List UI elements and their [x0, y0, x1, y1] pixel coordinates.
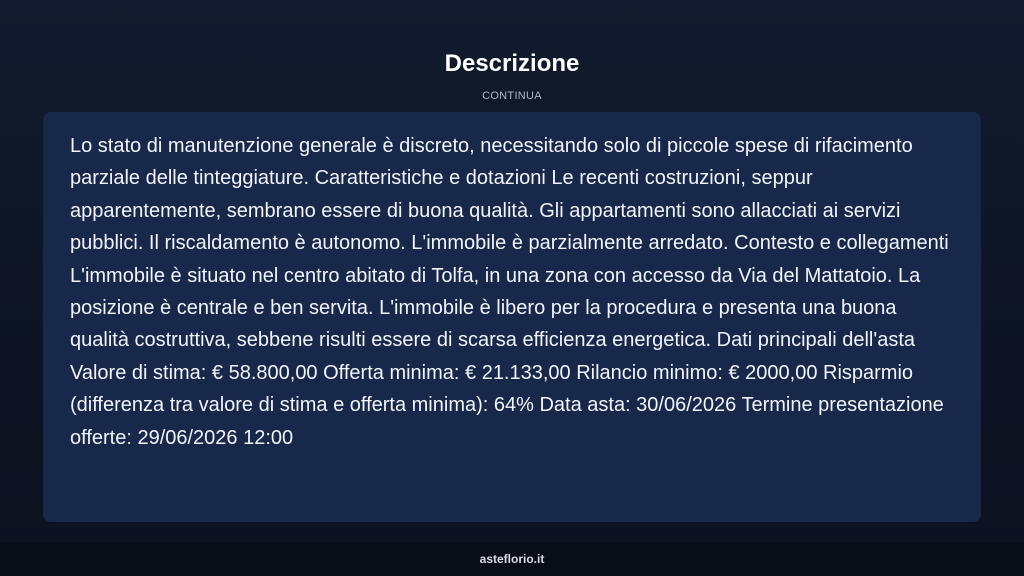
description-card: [43, 112, 981, 522]
footer-bar: [0, 543, 1024, 576]
description-text: Lo stato di manutenzione generale è discreto, necessitando solo di piccole spese di rifacimento parziale delle tinteggiature. Caratteristiche e dotazioni Le recenti costruzioni, seppur apparentemente, sembrano essere di buona qualità. Gli appartamenti sono allacciati ai servizi pubblici. Il riscaldamento è autonomo. L'immobile è parzialmente arredato. Contesto e collegamenti L'immobile è situato nel centro abitato di Tolfa, in una zona con accesso da Via del Mattatoio. La posizione è centrale e ben servita. L'immobile è libero per la procedura e presenta una buona qualità costruttiva, sebbene risulti essere di scarsa efficienza energetica. Dati principali dell'asta Valore di stima: € 58.800,00 Offerta minima: € 21.133,00 Rilancio minimo: € 2000,00 Risparmio (differenza tra valore di stima e offerta minima): 64% Data asta: 30/06/2026 Termine presentazione offerte: 29/06/2026 12:00: [70, 135, 949, 449]
page-subtitle: CONTINUA: [482, 90, 542, 102]
page-title: Descrizione: [444, 50, 580, 77]
footer-site-name: asteflorio.it: [479, 552, 545, 566]
page-header: [0, 0, 1024, 112]
